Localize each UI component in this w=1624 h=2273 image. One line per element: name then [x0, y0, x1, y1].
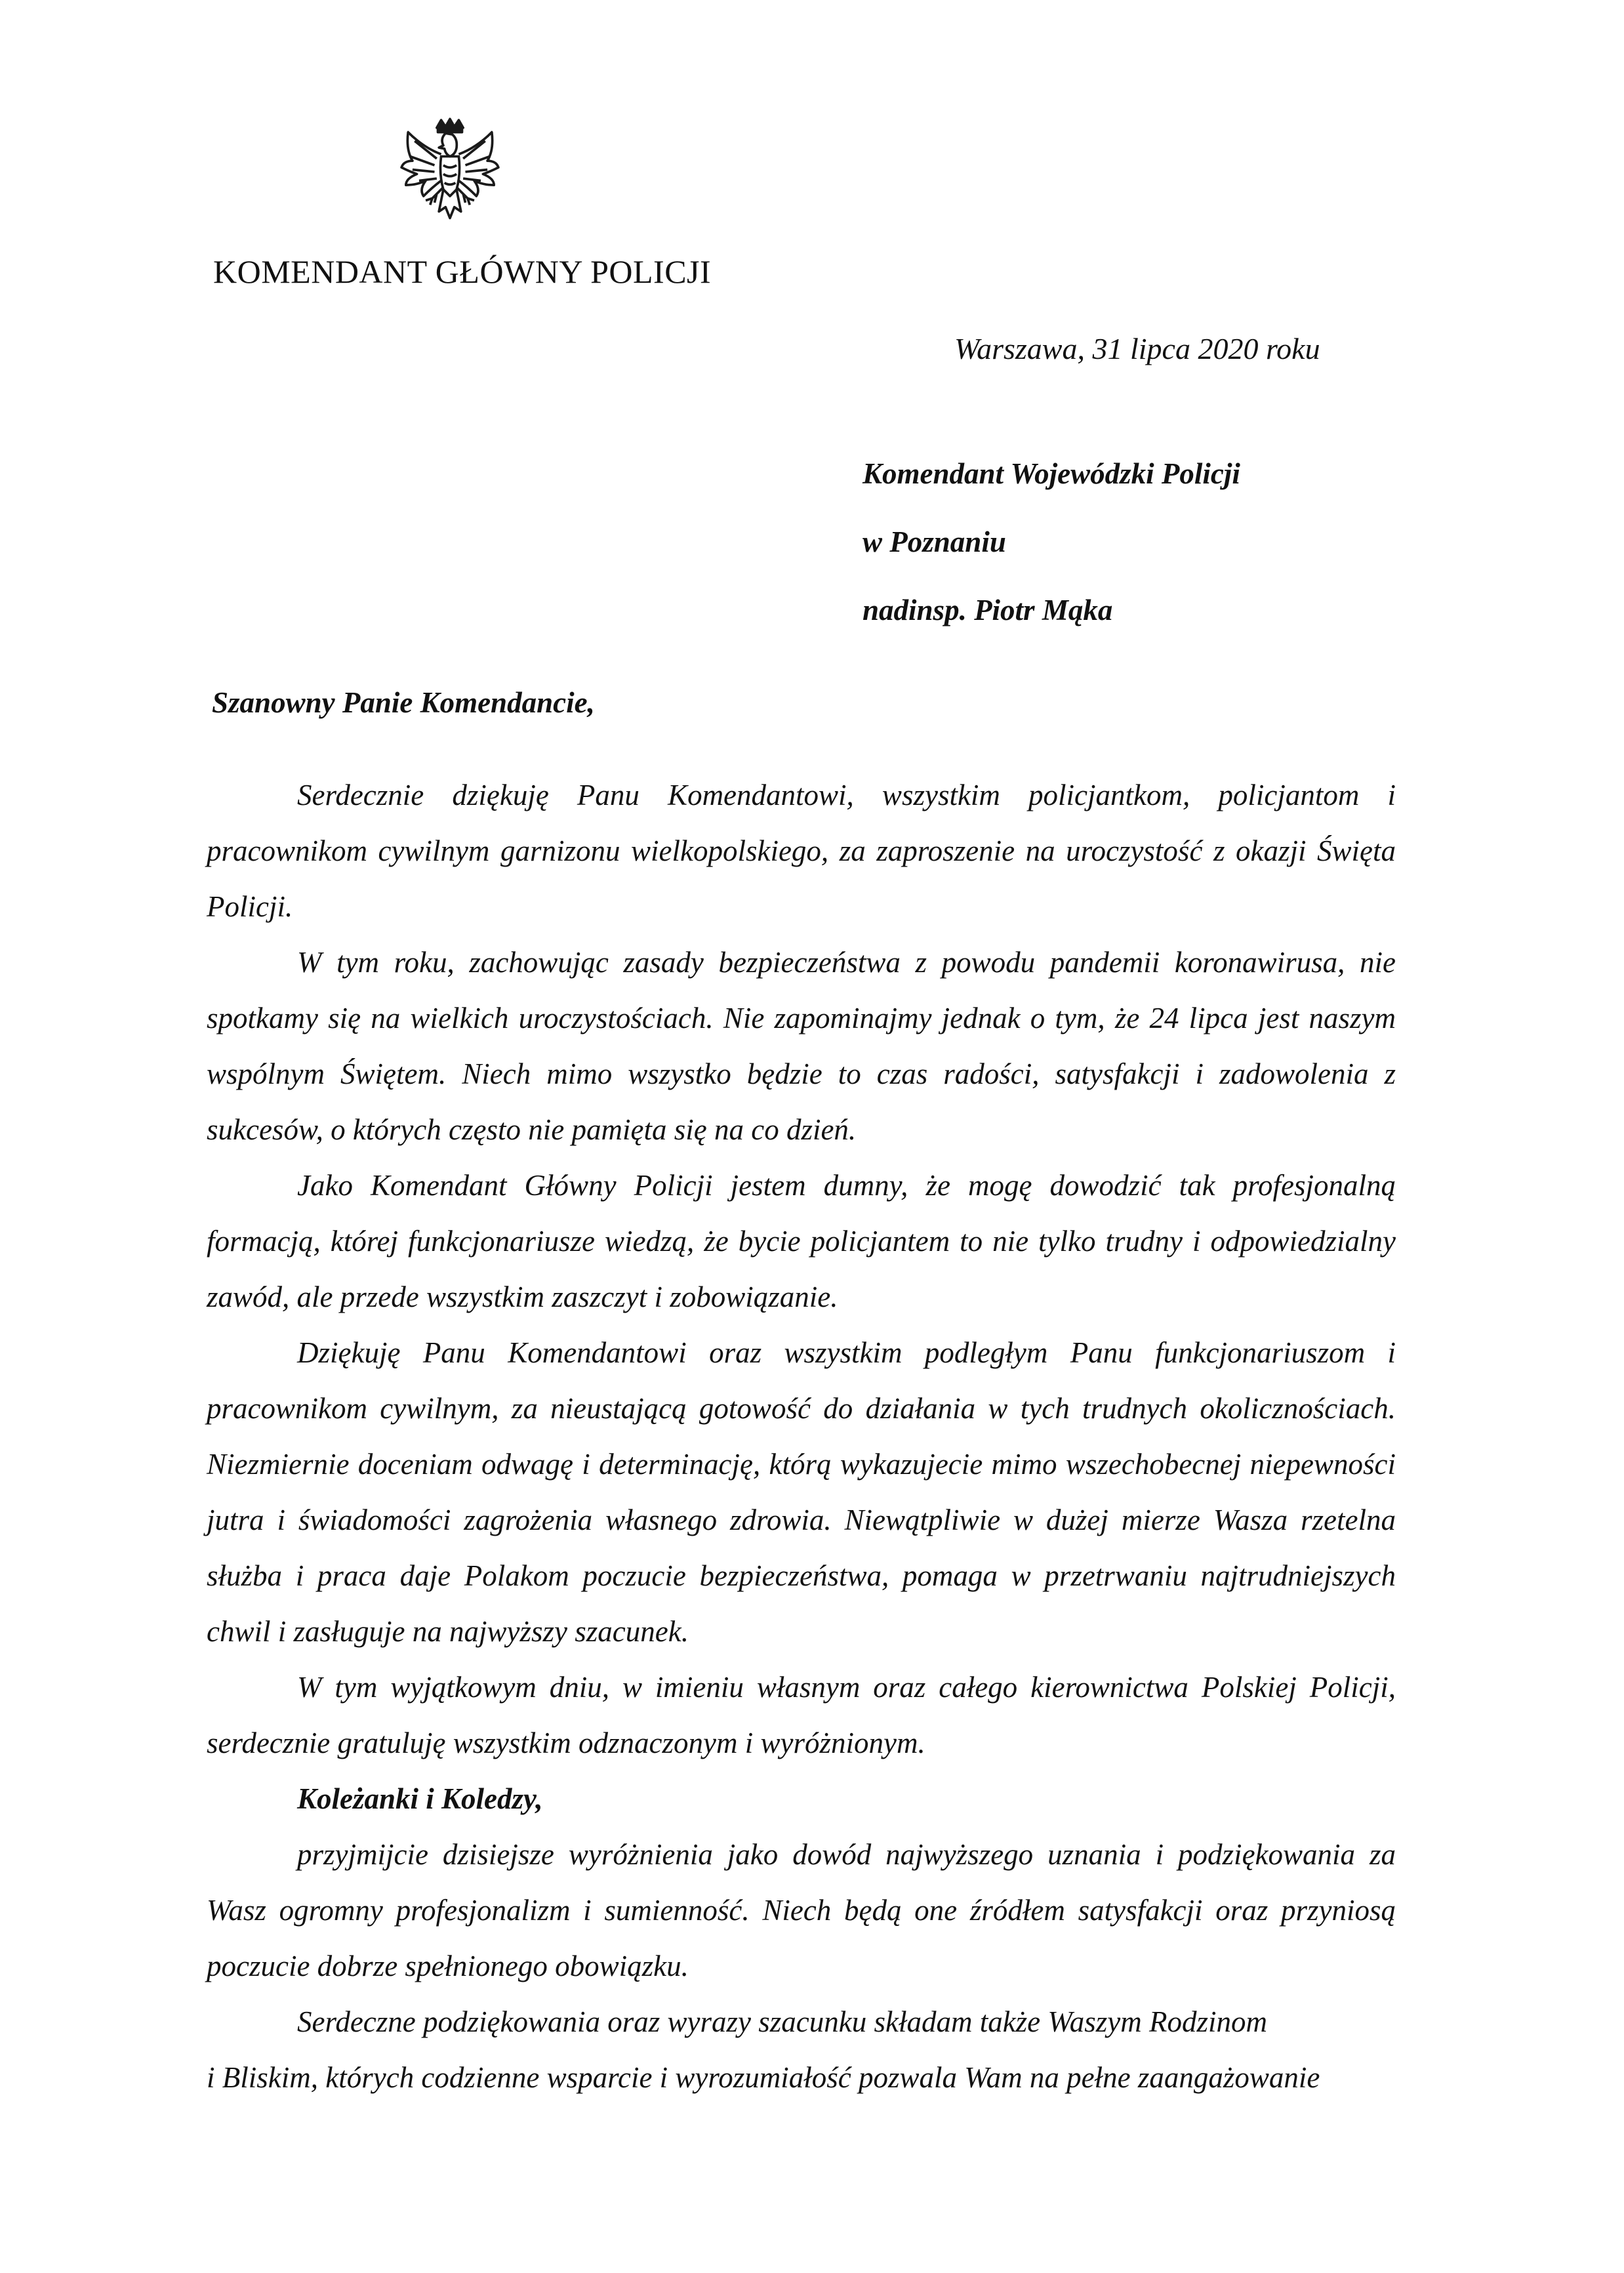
paragraph-families: [207, 1994, 1396, 2106]
paragraph-congratulations: W tym wyjątkowym dniu, w imieniu własnym oraz całego kierownictwa Polskiej Policji, serdecznie gratuluję wszystkim odznaczonym i wyróżnionym.: [207, 1671, 1396, 1759]
colleagues-heading: Koleżanki i Koledzy,: [297, 1782, 543, 1815]
paragraph-thanks: Dziękuję Panu Komendantowi oraz wszystkim podległym Panu funkcjonariuszom i pracownikom cywilnym, za nieustającą gotowość do działania w tych trudnych okolicznościach. Niezmiernie doceniam odwagę i determinację, którą wykazujecie mimo wszechobecnej niepewności jutra i świadomości zagrożenia własnego zdrowia. Niewątpliwie w dużej mierze Wasza rzetelna służba i praca daje Polakom poczucie bezpieczeństwa, pomaga w przetrwaniu najtrudniejszych chwil i zasługuje na najwyższy szacunek.: [207, 1336, 1396, 1648]
paragraph-awards: przyjmijcie dzisiejsze wyróżnienia jako dowód najwyższego uznania i podziękowania za Wasz ogromny profesjonalizm i sumienność. Niech będą one źródłem satysfakcji oraz przyniosą poczucie dobrze spełnionego obowiązku.: [207, 1838, 1396, 1982]
paragraph-invitation: Serdecznie dziękuję Panu Komendantowi, wszystkim policjantkom, policjantom i pracownikom cywilnym garnizonu wielkopolskiego, za zaproszenie na uroczystość z okazji Święta Policji.: [207, 779, 1396, 923]
salutation: Szanowny Panie Komendancie,: [212, 686, 595, 719]
letter-body: [207, 768, 1396, 2106]
paragraph-pride: Jako Komendant Główny Policji jestem dumny, że mogę dowodzić tak profesjonalną formacją, której funkcjonariusze wiedzą, że bycie policjantem to nie tylko trudny i odpowiedzialny zawód, ale przede wszystkim zaszczyt i zobowiązanie.: [207, 1169, 1396, 1313]
paragraph-families-line1: Serdeczne podziękowania oraz wyrazy szacunku składam także Waszym Rodzinom: [297, 2005, 1268, 2038]
polish-eagle-emblem-icon: [395, 117, 505, 234]
paragraph-families-line2: i Bliskim, których codzienne wsparcie i wyrozumiałość pozwala Wam na pełne zaangażowanie: [207, 2061, 1320, 2094]
paragraph-holiday: W tym roku, zachowując zasady bezpieczeństwa z powodu pandemii koronawirusa, nie spotkamy się na wielkich uroczystościach. Nie zapominajmy jednak o tym, że 24 lipca jest naszym wspólnym Świętem. Niech mimo wszystko będzie to czas radości, satysfakcji i zadowolenia z sukcesów, o których często nie pamięta się na co dzień.: [207, 946, 1396, 1146]
institution-name: KOMENDANT GŁÓWNY POLICJI: [213, 253, 712, 290]
place-and-date: Warszawa, 31 lipca 2020 roku: [954, 332, 1320, 365]
recipient-name: nadinsp. Piotr Mąka: [863, 594, 1113, 626]
recipient-title: Komendant Wojewódzki Policji: [863, 457, 1240, 490]
recipient-block: [863, 440, 1240, 644]
recipient-location: w Poznaniu: [863, 525, 1006, 558]
